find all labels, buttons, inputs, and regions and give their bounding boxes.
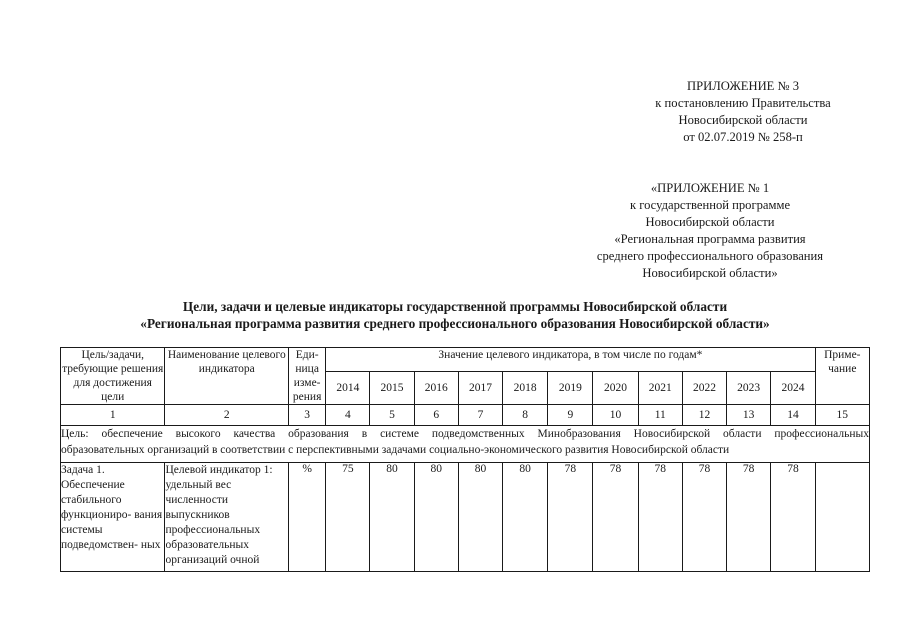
column-number: 11 [638,405,682,426]
value-cell: 80 [370,463,414,572]
year-cell: 2015 [370,372,414,405]
header-unit: Еди- ница изме- рения [289,348,326,405]
year-cell: 2018 [503,372,548,405]
year-cell: 2024 [771,372,815,405]
appendix-1-header [560,180,860,282]
year-cell: 2014 [326,372,370,405]
document-title [60,298,850,332]
appendix-3-line: от 02.07.2019 № 258-п [683,130,803,144]
year-cell: 2016 [414,372,458,405]
column-number: 13 [727,405,771,426]
unit-cell: % [289,463,326,572]
column-number: 12 [682,405,726,426]
goal-line-1: Цель: обеспечение высокого качества образования в системе подведомственных Минобразования Новосибирской области профессиональных [61,428,869,440]
year-cell: 2019 [548,372,593,405]
year-cell: 2020 [593,372,638,405]
value-cell: 78 [682,463,726,572]
column-number: 8 [503,405,548,426]
title-line-1: Цели, задачи и целевые индикаторы государственной программы Новосибирской области [182,299,728,314]
indicator-cell: Целевой индикатор 1: удельный вес численности выпускников профессиональных образовательных организаций очной [165,463,289,572]
value-cell: 78 [548,463,593,572]
value-cell: 78 [593,463,638,572]
column-number: 9 [548,405,593,426]
column-number: 5 [370,405,414,426]
column-number: 3 [289,405,326,426]
header-goal-task: Цель/задачи, требующие решения для достижения цели [62,349,164,403]
table-row [61,463,870,572]
header-note: Приме- чание [815,348,869,405]
appendix-1-line: «Региональная программа развития [614,232,806,246]
header-indicator: Наименование целевого индикатора [165,348,289,405]
column-number: 4 [326,405,370,426]
title-line-2: «Региональная программа развития среднего профессионального образования Новосибирской области» [140,316,770,331]
year-cell: 2023 [727,372,771,405]
value-cell: 78 [771,463,815,572]
appendix-1-line: среднего профессионального образования [596,249,824,263]
column-number: 1 [61,405,165,426]
appendix-3-header [600,78,886,146]
column-number: 6 [414,405,458,426]
goal-cell [61,426,870,463]
year-cell: 2021 [638,372,682,405]
value-cell: 80 [414,463,458,572]
column-number: 14 [771,405,815,426]
value-cell: 80 [503,463,548,572]
column-numbers-row [61,405,870,426]
value-cell: 78 [638,463,682,572]
column-number: 10 [593,405,638,426]
year-cell: 2017 [458,372,502,405]
appendix-3-line: к постановлению Правительства [655,96,831,110]
column-number: 15 [815,405,869,426]
indicators-table [60,347,870,572]
appendix-3-line: Новосибирской области [678,113,808,127]
year-cell: 2022 [682,372,726,405]
task-cell: Задача 1. Обеспечение стабильного функциониро- вания системы подведомствен- ных [61,463,165,572]
appendix-1-line: Новосибирской области [645,215,775,229]
goal-row [61,426,870,463]
note-cell [815,463,869,572]
column-number: 2 [165,405,289,426]
appendix-3-line: ПРИЛОЖЕНИЕ № 3 [687,79,799,93]
appendix-1-line: «ПРИЛОЖЕНИЕ № 1 [650,181,770,195]
header-row [61,348,870,372]
value-cell: 75 [326,463,370,572]
value-cell: 78 [727,463,771,572]
appendix-1-line: Новосибирской области» [642,266,778,280]
column-number: 7 [458,405,502,426]
appendix-1-line: к государственной программе [629,198,791,212]
value-cell: 80 [458,463,502,572]
header-values-group: Значение целевого индикатора, в том числе по годам* [326,348,815,372]
goal-line-2: образовательных организаций в соответствии с перспективными задачами социально-экономического развития Новосибирской области [61,444,730,456]
